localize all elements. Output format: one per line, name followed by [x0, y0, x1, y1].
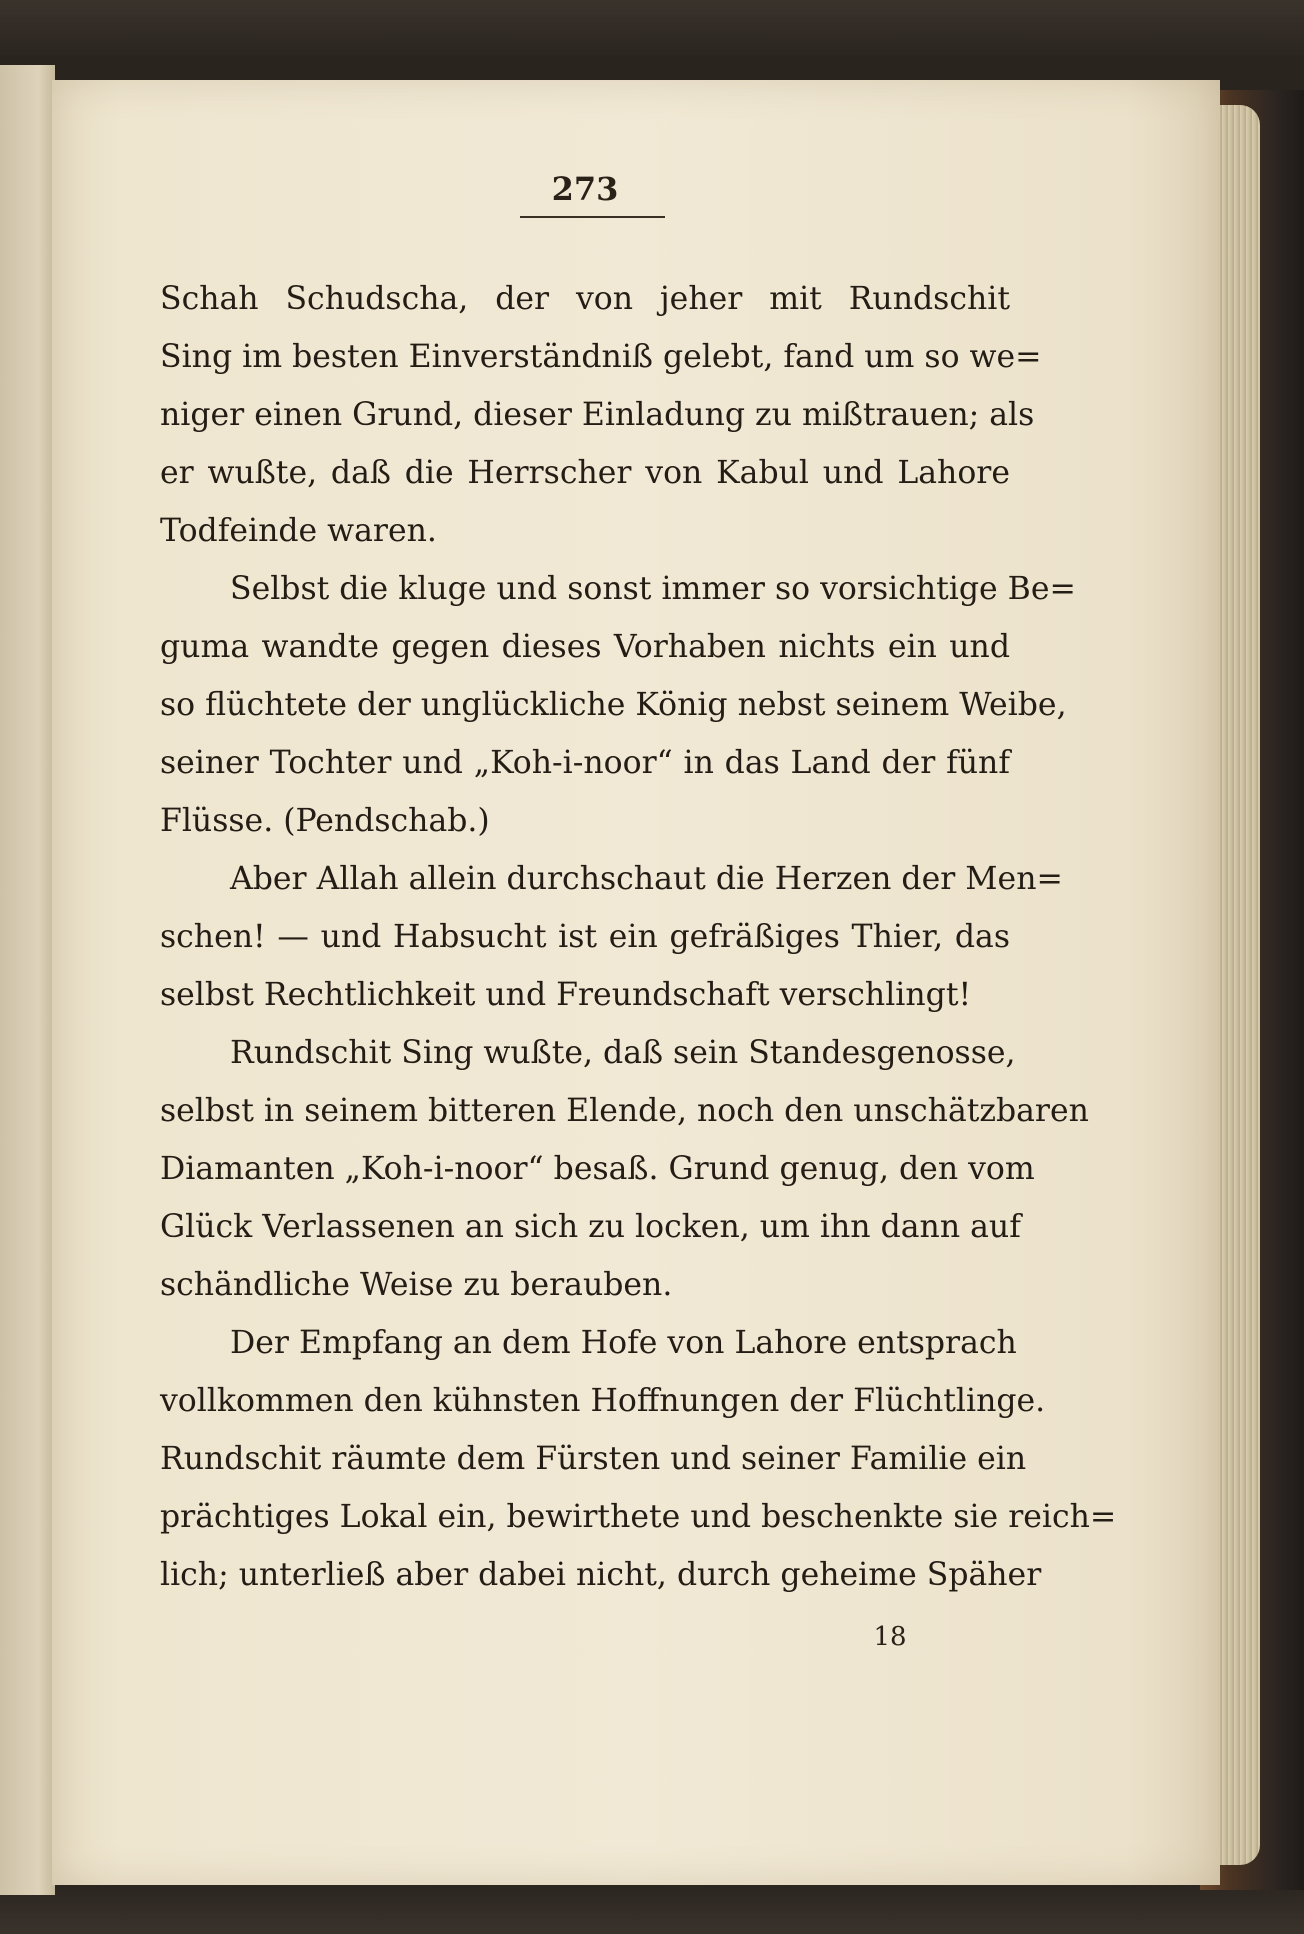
text-line: er wußte, daß die Herrscher von Kabul und Lahore	[160, 455, 1010, 491]
text-line: prächtiges Lokal ein, bewirthete und beschenkte sie reich=	[160, 1499, 1117, 1535]
page-number: 273	[551, 170, 619, 208]
text-line: schändliche Weise zu berauben.	[160, 1267, 673, 1303]
text-line: guma wandte gegen dieses Vorhaben nichts ein und	[160, 629, 1010, 665]
text-line: Der Empfang an dem Hofe von Lahore entsprach	[230, 1325, 1017, 1361]
text-line: vollkommen den kühnsten Hoffnungen der Flüchtlinge.	[160, 1383, 1046, 1419]
text-line: Todfeinde waren.	[160, 513, 437, 549]
signature-mark: 18	[873, 1622, 907, 1652]
text-line: seiner Tochter und „Koh-i-noor“ in das Land der fünf	[160, 745, 1010, 781]
text-line: Glück Verlassenen an sich zu locken, um ihn dann auf	[160, 1209, 1021, 1245]
text-body	[160, 270, 1117, 1604]
text-line: Aber Allah allein durchschaut die Herzen der Men=	[230, 861, 1063, 897]
text-line: so flüchtete der unglückliche König nebst seinem Weibe,	[160, 687, 1067, 723]
facing-page-edge	[0, 65, 55, 1895]
text-line: Flüsse. (Pendschab.)	[160, 803, 490, 839]
text-line: Rundschit räumte dem Fürsten und seiner Familie ein	[160, 1441, 1027, 1477]
text-line: schen! — und Habsucht ist ein gefräßiges Thier, das	[160, 919, 1010, 955]
text-line: Rundschit Sing wußte, daß sein Standesgenosse,	[230, 1035, 1016, 1071]
text-line: niger einen Grund, dieser Einladung zu mißtrauen; als	[160, 397, 1035, 433]
text-line: selbst Rechtlichkeit und Freundschaft verschlingt!	[160, 977, 972, 1013]
text-line: selbst in seinem bitteren Elende, noch den unschätzbaren	[160, 1093, 1089, 1129]
text-line: Sing im besten Einverständniß gelebt, fand um so we=	[160, 339, 1042, 375]
text-line: Schah Schudscha, der von jeher mit Rundschit	[160, 281, 1010, 317]
text-line: Selbst die kluge und sonst immer so vorsichtige Be=	[230, 571, 1076, 607]
text-line: lich; unterließ aber dabei nicht, durch geheime Späher	[160, 1557, 1042, 1593]
page-number-rule	[520, 216, 665, 218]
text-line: Diamanten „Koh-i-noor“ besaß. Grund genug, den vom	[160, 1151, 1035, 1187]
